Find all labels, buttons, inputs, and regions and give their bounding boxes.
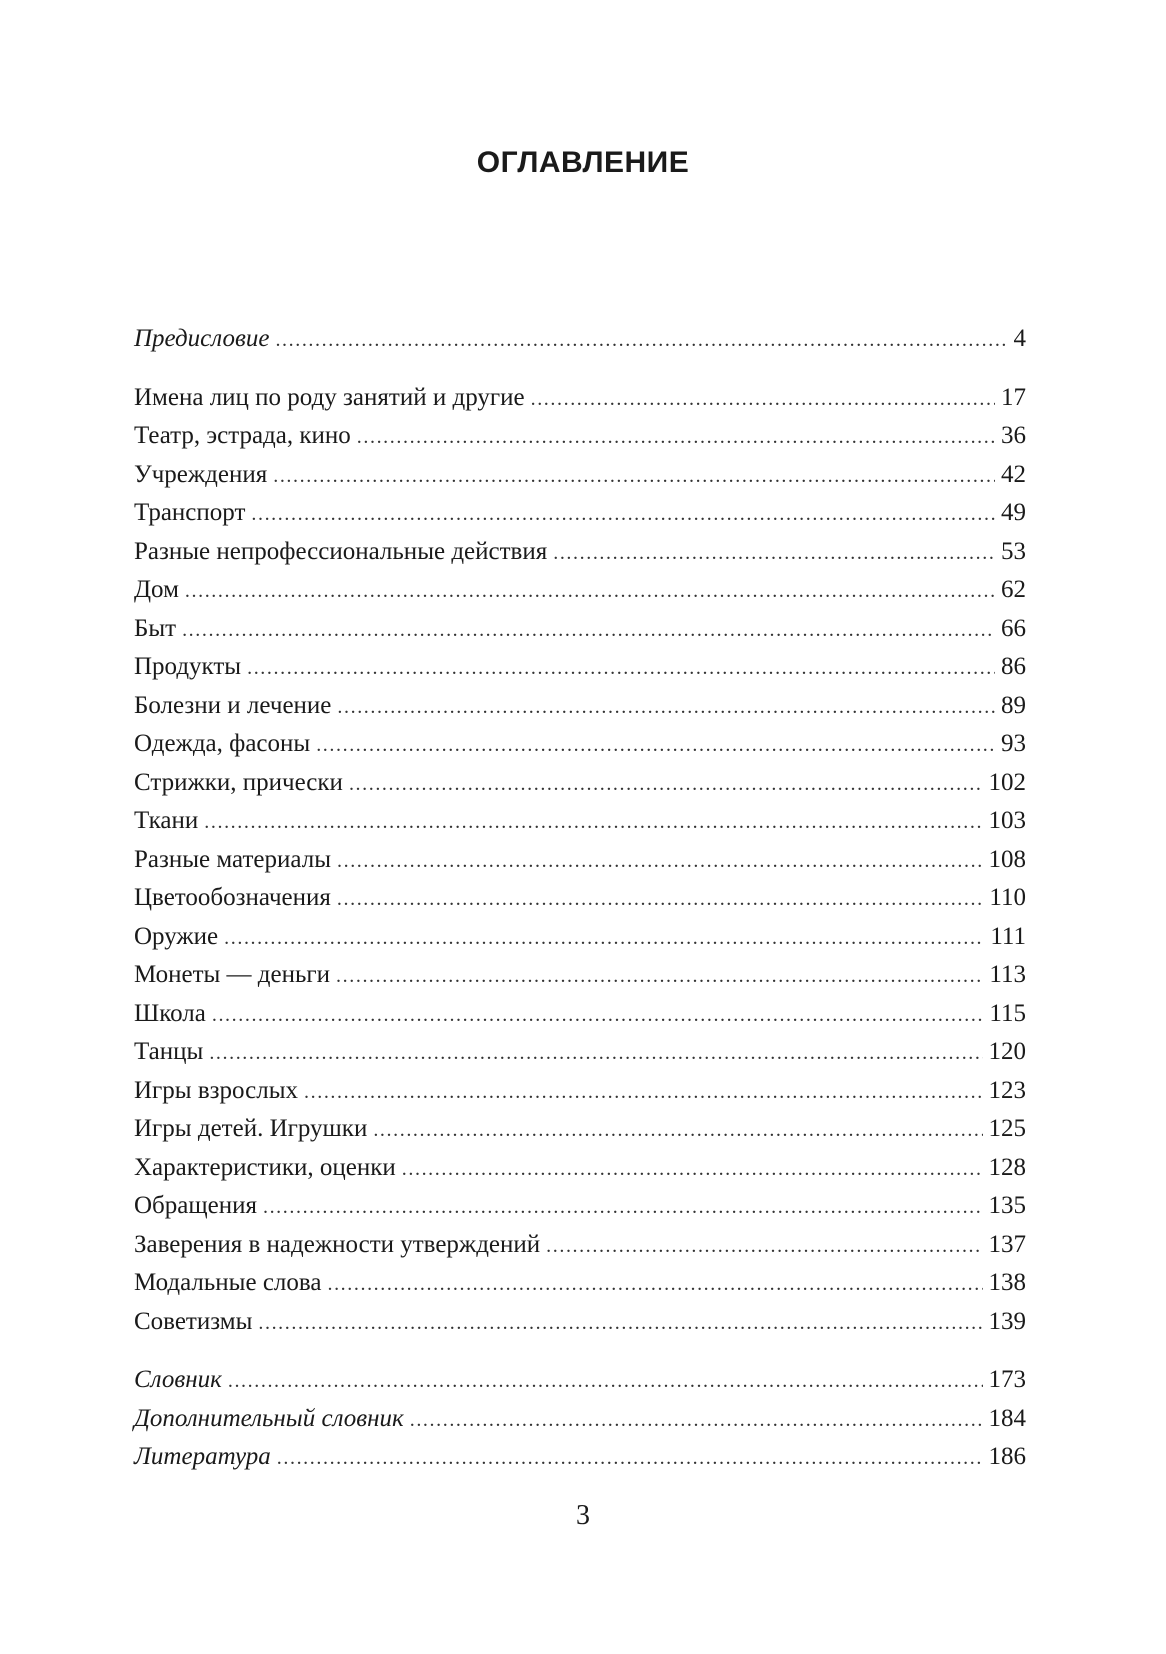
- toc-entry: [134, 1226, 1026, 1265]
- toc-entry-title: Модальные слова: [134, 1269, 322, 1296]
- toc-entry-page: 49: [1001, 499, 1026, 526]
- toc-entry-title: Учреждения: [134, 460, 268, 488]
- toc-entry-page: 125: [988, 1115, 1026, 1142]
- toc-entry-page: 42: [1001, 460, 1026, 488]
- toc-entry: [134, 648, 1026, 687]
- toc-entry-page: 62: [1001, 576, 1026, 603]
- toc-entry: [134, 995, 1026, 1034]
- toc-entry-title: Театр, эстрада, кино: [134, 422, 351, 449]
- toc-entry: [134, 1361, 1026, 1400]
- toc-entry: [134, 918, 1026, 957]
- dot-leader: [327, 1265, 982, 1304]
- toc-entry: [134, 841, 1026, 880]
- toc-entry-title: Одежда, фасоны: [134, 730, 311, 757]
- dot-leader: [275, 321, 1006, 360]
- toc-entry: [134, 1072, 1026, 1111]
- toc-entry-title: Обращения: [134, 1192, 257, 1219]
- toc-entry-title: Литература: [134, 1443, 271, 1470]
- toc-entry: [134, 610, 1026, 649]
- dot-leader: [316, 726, 995, 765]
- toc-entry: [134, 1400, 1026, 1439]
- toc-entry-page: 139: [988, 1307, 1026, 1335]
- toc-entry-page: 17: [1001, 383, 1026, 411]
- toc-entry-page: 113: [989, 961, 1026, 988]
- dot-leader: [228, 1362, 983, 1401]
- toc-entry-page: 173: [988, 1366, 1026, 1393]
- toc-entry-title: Транспорт: [134, 499, 246, 526]
- toc-entry-page: 86: [1001, 653, 1026, 680]
- toc-entry-page: 108: [988, 845, 1026, 873]
- toc-chapters: [134, 379, 1026, 1342]
- toc-entry: [134, 1110, 1026, 1149]
- toc-entry: [134, 379, 1026, 418]
- toc-entry: [134, 802, 1026, 841]
- toc-entry-title: Дополнительный словник: [134, 1404, 404, 1432]
- dot-leader: [531, 380, 995, 419]
- dot-leader: [224, 919, 984, 958]
- dot-leader: [410, 1401, 983, 1440]
- toc-entry: [134, 1438, 1026, 1477]
- dot-leader: [553, 534, 995, 573]
- toc-entry-page: 103: [988, 807, 1026, 834]
- toc-entry: [134, 1187, 1026, 1226]
- toc-entry-title: Оружие: [134, 922, 219, 950]
- toc-entry: [134, 687, 1026, 726]
- toc-entry-page: 36: [1001, 422, 1026, 449]
- toc-entry: [134, 320, 1026, 359]
- toc-entry-title: Стрижки, прически: [134, 768, 343, 796]
- toc-entry: [134, 417, 1026, 456]
- toc-entry-page: 4: [1013, 325, 1026, 352]
- toc-entry-title: Дом: [134, 576, 179, 603]
- toc-entry: [134, 1303, 1026, 1342]
- dot-leader: [304, 1073, 982, 1112]
- toc-entry-title: Заверения в надежности утверждений: [134, 1230, 541, 1258]
- toc-entry-title: Предисловие: [134, 325, 270, 352]
- dot-leader: [212, 996, 984, 1035]
- toc-entry-page: 115: [989, 999, 1026, 1027]
- dot-leader: [373, 1111, 982, 1150]
- dot-leader: [349, 765, 983, 804]
- toc-entry-title: Игры детей. Игрушки: [134, 1115, 368, 1142]
- toc-entry-title: Школа: [134, 999, 206, 1027]
- toc-entry: [134, 764, 1026, 803]
- toc-entry: [134, 1149, 1026, 1188]
- toc-entry-title: Танцы: [134, 1038, 204, 1065]
- toc-back-matter: [134, 1361, 1026, 1477]
- toc-entry-page: 186: [988, 1443, 1026, 1470]
- dot-leader: [337, 688, 995, 727]
- page-number: 3: [576, 1500, 590, 1531]
- table-of-contents: [134, 320, 1026, 1477]
- dot-leader: [247, 649, 995, 688]
- toc-entry-page: 66: [1001, 614, 1026, 642]
- toc-front-matter: [134, 320, 1026, 359]
- toc-entry-page: 123: [988, 1076, 1026, 1104]
- toc-entry-page: 137: [988, 1230, 1026, 1258]
- toc-entry-page: 53: [1001, 537, 1026, 565]
- toc-entry-title: Ткани: [134, 807, 199, 834]
- toc-entry-title: Монеты — деньги: [134, 961, 331, 988]
- toc-entry-title: Характеристики, оценки: [134, 1153, 396, 1181]
- toc-entry-page: 110: [989, 884, 1026, 911]
- toc-entry: [134, 956, 1026, 995]
- toc-entry-page: 128: [988, 1153, 1026, 1181]
- dot-leader: [204, 803, 982, 842]
- toc-entry-page: 102: [988, 768, 1026, 796]
- toc-entry-page: 89: [1001, 691, 1026, 719]
- toc-entry: [134, 1033, 1026, 1072]
- dot-leader: [251, 495, 995, 534]
- dot-leader: [336, 957, 983, 996]
- toc-entry-page: 138: [988, 1269, 1026, 1296]
- dot-leader: [263, 1188, 983, 1227]
- dot-leader: [185, 572, 995, 611]
- toc-entry-page: 111: [990, 922, 1026, 950]
- dot-leader: [357, 418, 995, 457]
- page-title: ОГЛАВЛЕНИЕ: [476, 146, 690, 179]
- toc-entry-title: Продукты: [134, 653, 242, 680]
- dot-leader: [277, 1439, 983, 1478]
- toc-entry-title: Быт: [134, 614, 177, 642]
- toc-entry-page: 120: [988, 1038, 1026, 1065]
- toc-entry: [134, 879, 1026, 918]
- toc-entry-title: Словник: [134, 1366, 222, 1393]
- toc-entry: [134, 725, 1026, 764]
- toc-entry-title: Имена лиц по роду занятий и другие: [134, 383, 525, 411]
- toc-entry-title: Советизмы: [134, 1307, 253, 1335]
- toc-entry-page: 184: [988, 1404, 1026, 1432]
- toc-entry-page: 93: [1001, 730, 1026, 757]
- toc-entry-title: Болезни и лечение: [134, 691, 332, 719]
- toc-entry: [134, 494, 1026, 533]
- dot-leader: [546, 1227, 982, 1266]
- dot-leader: [182, 611, 995, 650]
- toc-entry: [134, 456, 1026, 495]
- toc-entry: [134, 571, 1026, 610]
- toc-entry-title: Разные материалы: [134, 845, 331, 873]
- toc-entry-title: Разные непрофессиональные действия: [134, 537, 548, 565]
- dot-leader: [337, 842, 983, 881]
- toc-entry-title: Цветообозначения: [134, 884, 331, 911]
- dot-leader: [402, 1150, 983, 1189]
- toc-entry: [134, 1264, 1026, 1303]
- dot-leader: [209, 1034, 982, 1073]
- dot-leader: [273, 457, 995, 496]
- dot-leader: [337, 880, 984, 919]
- toc-entry: [134, 533, 1026, 572]
- dot-leader: [258, 1304, 982, 1343]
- toc-entry-page: 135: [988, 1192, 1026, 1219]
- toc-entry-title: Игры взрослых: [134, 1076, 299, 1104]
